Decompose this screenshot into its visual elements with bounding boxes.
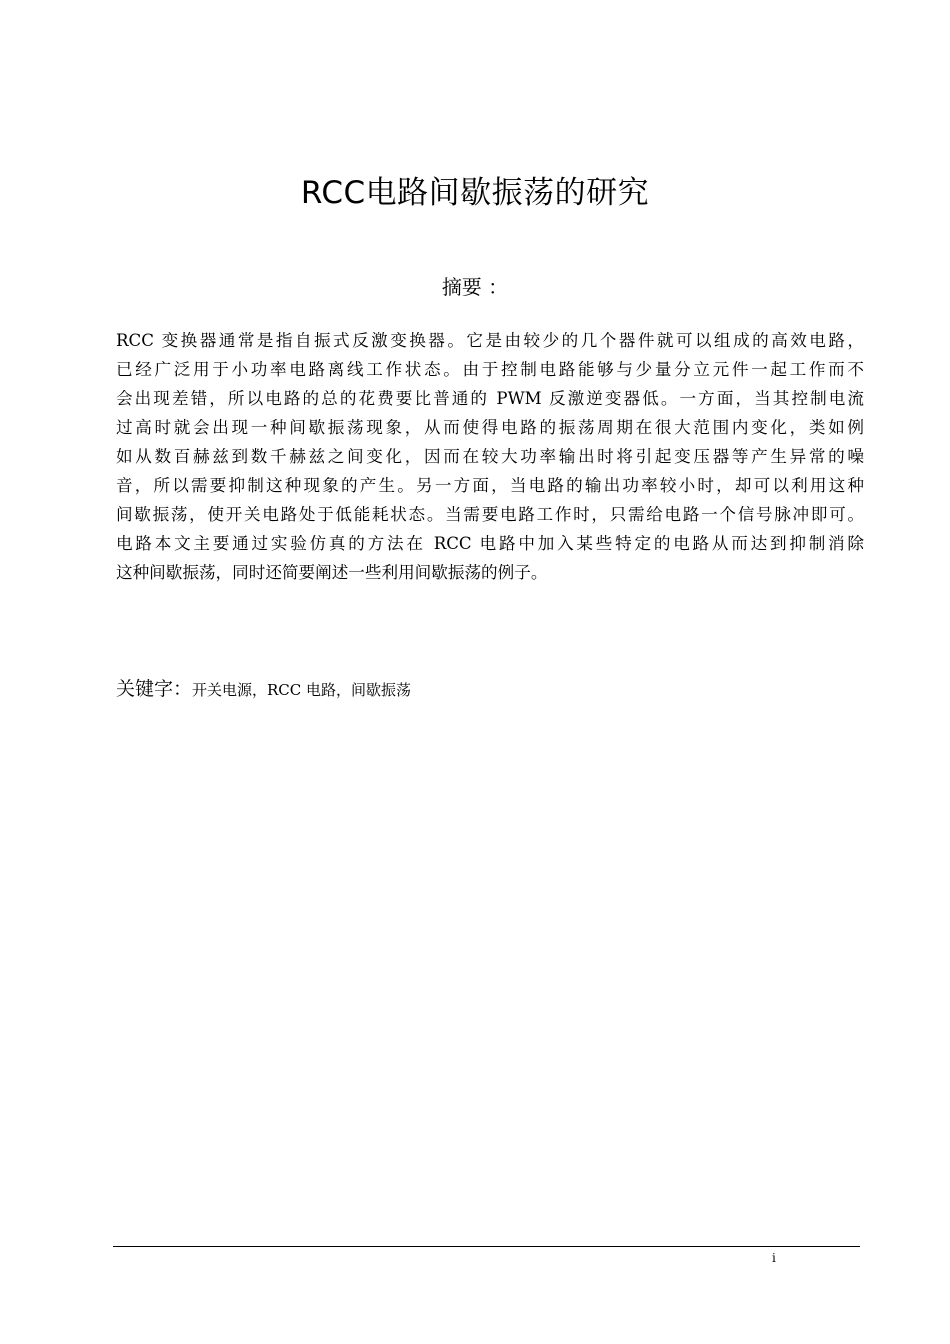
abstract-line: 已经广泛用于小功率电路离线工作状态。由于控制电路能够与少量分立元件一起工作而不 [116, 360, 864, 379]
abstract-line: 电路本文主要通过实验仿真的方法在 RCC 电路中加入某些特定的电路从而达到抑制消除 [116, 534, 864, 553]
abstract-line: 过高时就会出现一种间歇振荡现象，从而使得电路的振荡周期在很大范围内变化，类如例 [116, 418, 864, 437]
footer-divider [113, 1246, 860, 1247]
keywords [116, 674, 411, 705]
paper-title: RCC电路间歇振荡的研究 [300, 175, 650, 211]
abstract-line: 间歇振荡，使开关电路处于低能耗状态。当需要电路工作时，只需给电路一个信号脉冲即可。 [116, 505, 864, 524]
abstract-line: 会出现差错，所以电路的总的花费要比普通的 PWM 反激逆变器低。一方面，当其控制电流 [116, 389, 864, 408]
abstract-line: RCC 变换器通常是指自振式反激变换器。它是由较少的几个器件就可以组成的高效电路， [116, 331, 864, 350]
abstract-body [116, 326, 864, 587]
abstract-heading: 摘要 ： [441, 275, 509, 299]
abstract-line: 音，所以需要抑制这种现象的产生。另一方面，当电路的输出功率较小时，却可以利用这种 [116, 476, 864, 495]
keywords-label: 关键字： [116, 678, 193, 700]
abstract-line: 如从数百赫兹到数千赫兹之间变化，因而在较大功率输出时将引起变压器等产生异常的噪 [116, 447, 864, 466]
keywords-value: 开关电源，RCC 电路，间歇振荡 [192, 681, 412, 699]
page-number: i [772, 1251, 776, 1265]
abstract-line: 这种间歇振荡，同时还简要阐述一些利用间歇振荡的例子。 [116, 563, 548, 582]
